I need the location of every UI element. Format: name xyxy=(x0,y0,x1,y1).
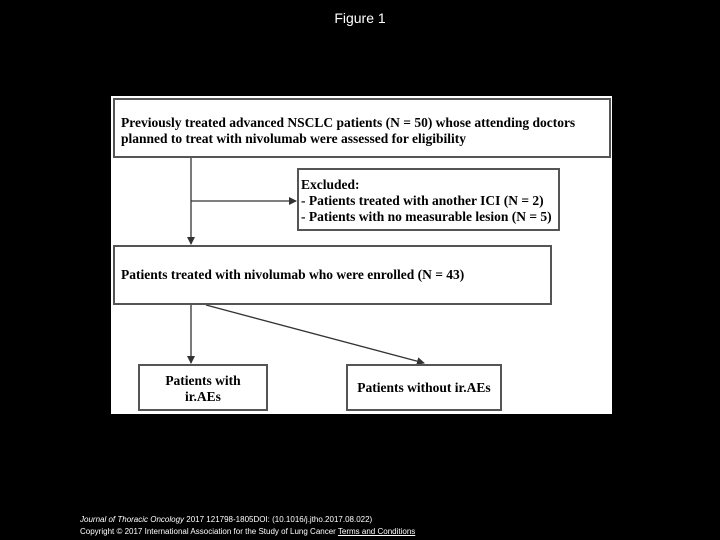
enrolled-patients-box xyxy=(113,245,552,305)
with-iraes-line1: Patients with xyxy=(165,373,241,388)
assessed-patients-box xyxy=(113,98,611,158)
excluded-heading: Excluded: xyxy=(301,177,360,192)
journal-name: Journal of Thoracic Oncology xyxy=(80,515,185,524)
without-iraes-text: Patients without ir.AEs xyxy=(357,380,491,395)
excluded-box xyxy=(297,168,560,231)
enrolled-patients-text: Patients treated with nivolumab who were enrolled (N = 43) xyxy=(121,267,465,282)
flowchart-figure xyxy=(111,96,612,414)
assessed-patients-line2: planned to treat with nivolumab were assessed for eligibility xyxy=(121,131,467,146)
with-iraes-box xyxy=(138,364,268,411)
with-iraes-line2: ir.AEs xyxy=(185,389,221,404)
copyright-line xyxy=(80,526,415,538)
citation-reference-line xyxy=(80,514,415,526)
citation-reference: 2017 121798-1805DOI: (10.1016/j.jtho.2017.08.022) xyxy=(184,515,373,524)
slide-title: Figure 1 xyxy=(334,10,386,26)
excluded-item-no-lesion: - Patients with no measurable lesion (N = 5) xyxy=(301,209,552,224)
copyright-text: Copyright © 2017 International Association for the Study of Lung Cancer xyxy=(80,527,338,536)
citation xyxy=(80,514,415,538)
arrow-enrolled-to-without xyxy=(206,305,424,363)
terms-and-conditions-link[interactable]: Terms and Conditions xyxy=(337,527,416,536)
without-iraes-box xyxy=(346,364,502,411)
excluded-item-other-ici: - Patients treated with another ICI (N = 2) xyxy=(301,193,544,208)
assessed-patients-line1: Previously treated advanced NSCLC patients (N = 50) whose attending doctors xyxy=(121,115,576,130)
